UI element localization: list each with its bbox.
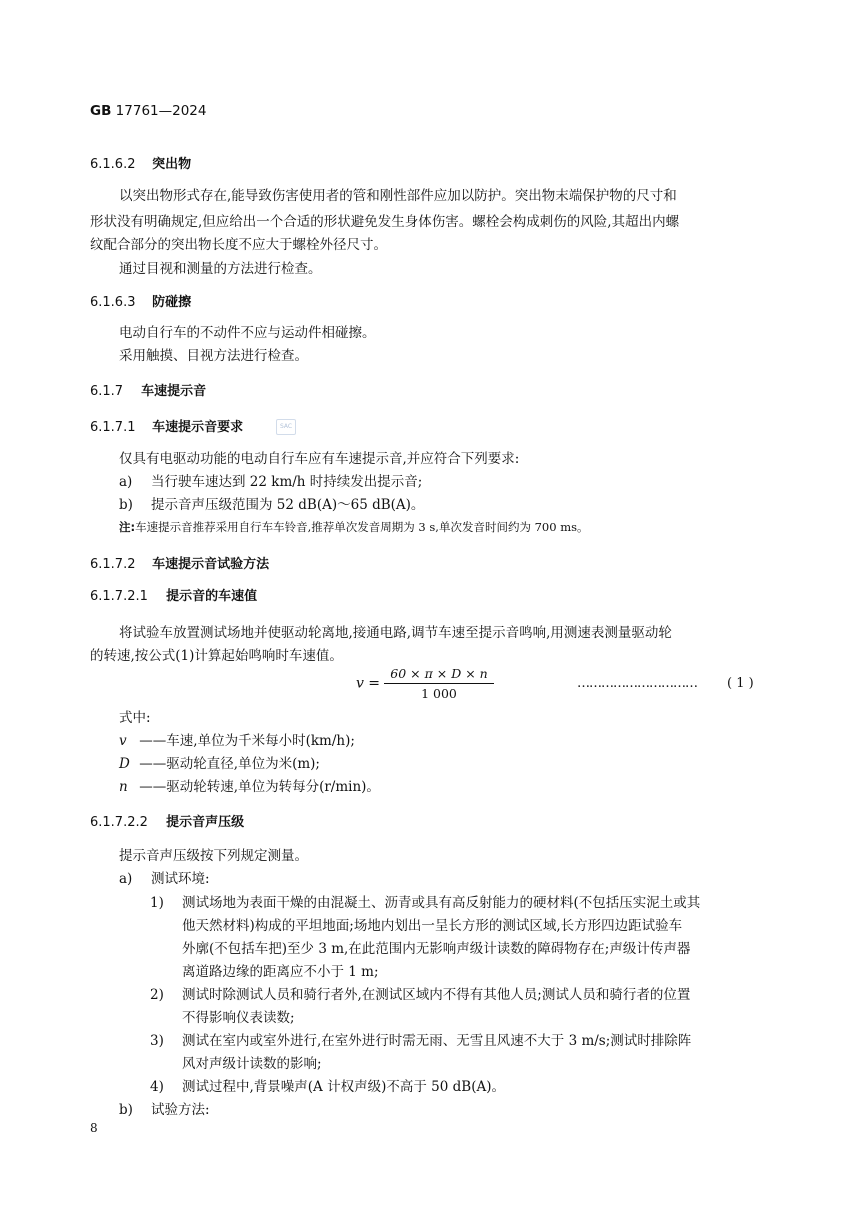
where-label: 式中:	[119, 710, 151, 726]
formula-leader: …………………………	[577, 676, 697, 691]
paragraph-line: 以突出物形式存在,能导致伤害使用者的管和刚性部件应加以防护。突出物末端保护物的尺寸和	[119, 188, 677, 204]
list-item	[119, 1097, 210, 1123]
sub-item-line: 测试时除测试人员和骑行者外,在测试区域内不得有其他人员;测试人员和骑行者的位置	[182, 987, 691, 1003]
sub-item-label: 3)	[150, 1033, 164, 1049]
section-number: 6.1.7.2	[90, 557, 136, 572]
paragraph-line: 的转速,按公式(1)计算起始鸣响时车速值。	[90, 648, 343, 664]
formula-fraction	[384, 666, 493, 701]
sub-item-line: 测试在室内或室外进行,在室外进行时需无雨、无雪且风速不大于 3 m/s;测试时排除阵	[182, 1033, 692, 1049]
section-number: 6.1.6.2	[90, 157, 136, 172]
section-title: 突出物	[152, 157, 192, 172]
section-number: 6.1.7.2.2	[90, 815, 148, 830]
standard-number: 17761—2024	[115, 103, 207, 119]
sub-item-label: 4)	[150, 1079, 164, 1095]
list-label: a)	[119, 474, 133, 490]
section-heading-6171	[90, 416, 243, 435]
formula-numerator: 60 × π × D × n	[384, 666, 493, 684]
list-text: 试验方法:	[151, 1102, 210, 1118]
formula	[356, 666, 494, 701]
symbol: n	[119, 779, 128, 795]
section-title: 提示音声压级	[166, 815, 245, 830]
page-number: 8	[90, 1121, 98, 1135]
symbol-desc: ——车速,单位为千米每小时(km/h);	[135, 733, 355, 749]
list-item	[119, 866, 210, 892]
sub-item-label: 1)	[150, 895, 164, 911]
note-text: 车速提示音推荐采用自行车车铃音,推荐单次发音周期为 3 s,单次发音时间约为 700 ms。	[135, 520, 589, 534]
section-heading-61722	[90, 811, 244, 830]
formula-eq: =	[368, 675, 380, 692]
section-heading-6162	[90, 153, 191, 172]
section-title: 车速提示音	[141, 384, 207, 399]
sub-item-label: 2)	[150, 987, 164, 1003]
watermark-logo: SAC	[276, 419, 296, 435]
list-item	[119, 492, 424, 518]
section-number: 6.1.7	[90, 384, 124, 399]
list-label: a)	[119, 871, 133, 887]
symbol: v	[119, 733, 127, 749]
formula-lhs: v	[356, 675, 364, 692]
symbol-definition	[119, 774, 380, 800]
note	[119, 519, 589, 535]
note-label: 注:	[119, 520, 136, 534]
list-text: 测试环境:	[151, 871, 210, 887]
symbol-desc: ——驱动轮转速,单位为转每分(r/min)。	[135, 779, 380, 795]
standard-header	[90, 103, 206, 119]
section-number: 6.1.7.1	[90, 420, 136, 435]
section-heading-617	[90, 380, 206, 399]
section-title: 提示音的车速值	[166, 589, 258, 604]
sub-item-line: 风对声级计读数的影响;	[182, 1056, 322, 1072]
section-title: 车速提示音要求	[152, 420, 244, 435]
sub-item-line: 测试过程中,背景噪声(A 计权声级)不高于 50 dB(A)。	[182, 1079, 505, 1095]
paragraph-line: 将试验车放置测试场地并使驱动轮离地,接通电路,调节车速至提示音鸣响,用测速表测量驱动轮	[119, 625, 672, 641]
paragraph-line: 提示音声压级按下列规定测量。	[119, 848, 308, 864]
list-text: 提示音声压级范围为 52 dB(A)～65 dB(A)。	[151, 497, 425, 513]
paragraph-line: 形状没有明确规定,但应给出一个合适的形状避免发生身体伤害。螺栓会构成刺伤的风险,其超出内螺	[90, 214, 680, 230]
sub-item-line: 不得影响仪表读数;	[182, 1010, 295, 1026]
paragraph-line: 电动自行车的不动件不应与运动件相碰擦。	[119, 325, 376, 341]
standard-code: GB	[90, 103, 112, 119]
paragraph-line: 通过目视和测量的方法进行检查。	[119, 261, 322, 277]
sub-item-line: 测试场地为表面干燥的由混凝土、沥青或具有高反射能力的硬材料(不包括压实泥土或其	[182, 895, 701, 911]
list-text: 当行驶车速达到 22 km/h 时持续发出提示音;	[151, 474, 423, 490]
section-title: 车速提示音试验方法	[152, 557, 270, 572]
sub-item-line: 外廓(不包括车把)至少 3 m,在此范围内无影响声级计读数的障碍物存在;声级计传声器	[182, 941, 691, 957]
list-label: b)	[119, 497, 133, 513]
section-number: 6.1.7.2.1	[90, 589, 148, 604]
section-heading-6163	[90, 291, 191, 310]
paragraph-line: 仅具有电驱动功能的电动自行车应有车速提示音,并应符合下列要求:	[119, 451, 520, 467]
list-label: b)	[119, 1102, 133, 1118]
sub-item-line: 离道路边缘的距离应不小于 1 m;	[182, 964, 379, 980]
section-number: 6.1.6.3	[90, 295, 136, 310]
section-heading-61721	[90, 585, 257, 604]
sub-item-line: 他天然材料)构成的平坦地面;场地内划出一呈长方形的测试区域,长方形四边距试验车	[182, 918, 683, 934]
paragraph-line: 纹配合部分的突出物长度不应大于螺栓外径尺寸。	[90, 237, 387, 253]
symbol-desc: ——驱动轮直径,单位为米(m);	[135, 756, 320, 772]
formula-number: ( 1 )	[727, 676, 754, 691]
section-heading-6172	[90, 553, 269, 572]
section-title: 防碰擦	[152, 295, 192, 310]
symbol: D	[119, 756, 130, 772]
paragraph-line: 采用触摸、目视方法进行检查。	[119, 348, 308, 364]
formula-denominator: 1 000	[421, 686, 457, 701]
